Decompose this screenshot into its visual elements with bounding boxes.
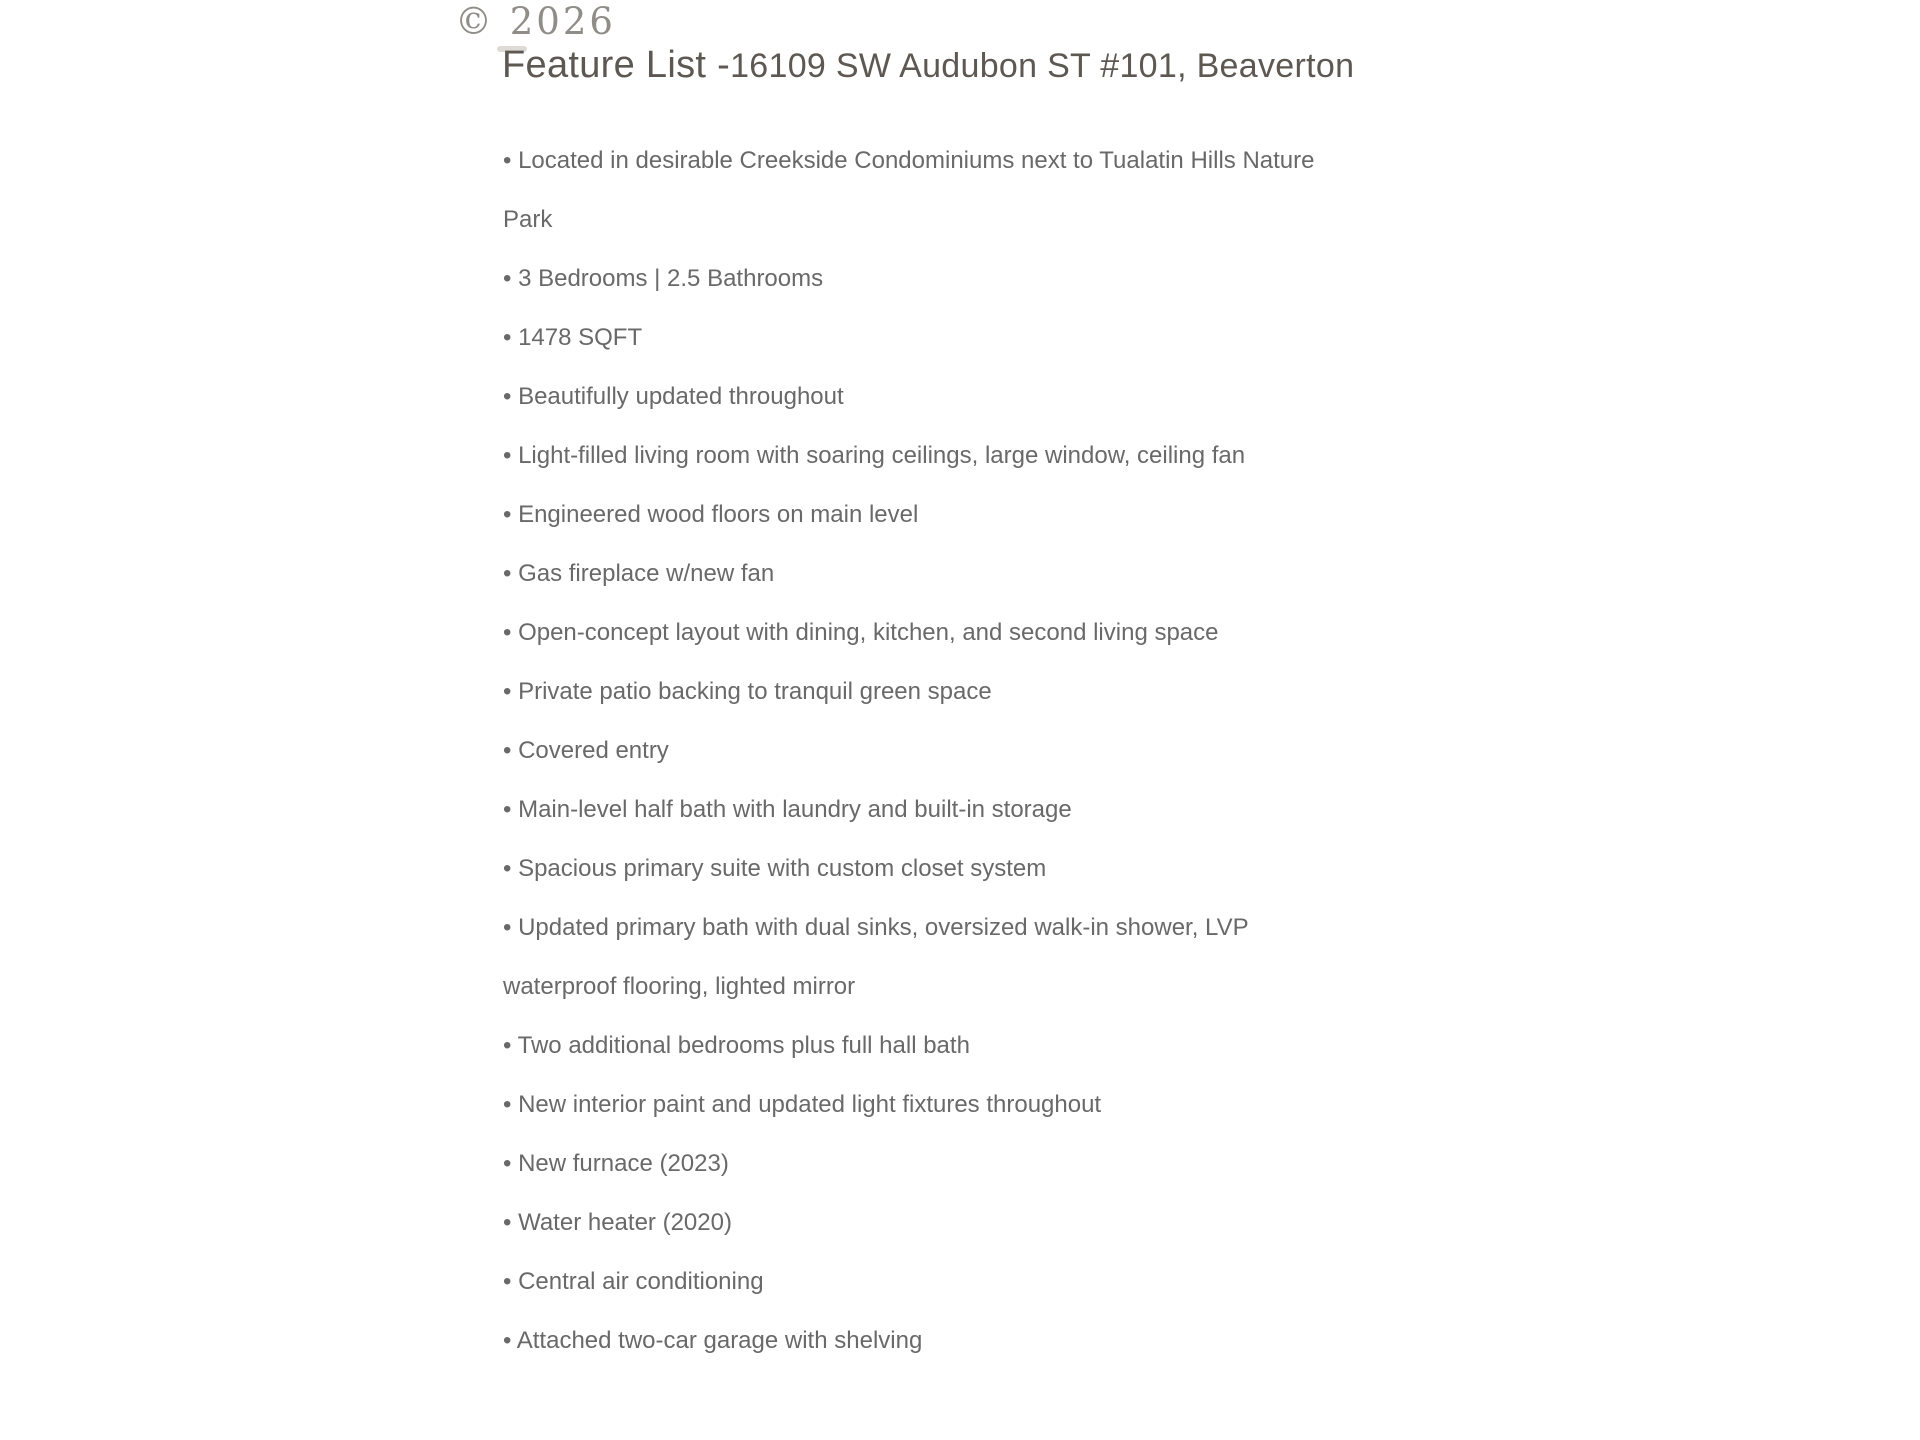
feature-line: Park [503,206,553,233]
feature-line: • New furnace (2023) [503,1150,729,1177]
feature-line: • Updated primary bath with dual sinks, oversized walk-in shower, LVP [503,914,1249,941]
feature-line: • 1478 SQFT [503,324,643,351]
feature-line: • Two additional bedrooms plus full hall bath [503,1032,970,1059]
page-title-prefix: Feature List - [502,44,731,86]
feature-line: • Light-filled living room with soaring ceilings, large window, ceiling fan [503,442,1246,469]
feature-line: • Open-concept layout with dining, kitchen, and second living space [503,619,1219,646]
feature-line: • Beautifully updated throughout [503,383,844,410]
feature-line: • Covered entry [503,737,669,764]
feature-line: • Gas fireplace w/new fan [503,560,775,587]
feature-line: • Private patio backing to tranquil green space [503,678,992,705]
feature-line: • Spacious primary suite with custom closet system [503,855,1047,882]
feature-line: • 3 Bedrooms | 2.5 Bathrooms [503,265,824,292]
feature-line: waterproof flooring, lighted mirror [503,973,856,1000]
feature-line: • Located in desirable Creekside Condominiums next to Tualatin Hills Nature [503,147,1315,174]
feature-line: • Central air conditioning [503,1268,764,1295]
feature-line: • Engineered wood floors on main level [503,501,919,528]
page-title [502,44,1354,87]
feature-list [503,131,1523,1370]
copyright-watermark: © 2026 [455,0,616,43]
feature-line: • Attached two-car garage with shelving [503,1327,923,1354]
feature-line: • Main-level half bath with laundry and built-in storage [503,796,1072,823]
page-title-address: 16109 SW Audubon ST #101, Beaverton [730,47,1355,85]
feature-line: • Water heater (2020) [503,1209,732,1236]
feature-line: • New interior paint and updated light fixtures throughout [503,1091,1102,1118]
